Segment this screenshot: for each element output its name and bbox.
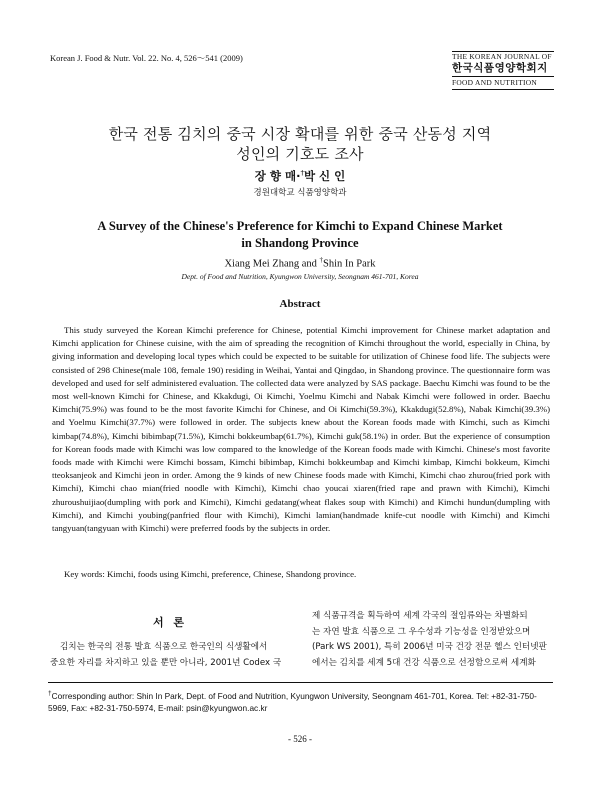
section-heading-introduction: 서 론 xyxy=(152,616,188,629)
footnote-text: Corresponding author: Shin In Park, Dept. of Food and Nutrition, Kyungwon University, Seongnam 461-701, Korea. Tel: +82-31-750-5969, Fax: +82-31-750-5974, E-mail: psin@kyungwon.ac.kr xyxy=(48,690,537,714)
logo-bottom-rule xyxy=(452,89,554,90)
authors-korean xyxy=(40,168,560,184)
title-korean-line1: 한국 전통 김치의 중국 시장 확대를 위한 중국 산동성 지역 xyxy=(108,125,492,143)
author-en-2: Shin In Park xyxy=(323,258,376,270)
affiliation-english: Dept. of Food and Nutrition, Kyungwon University, Seongnam 461-701, Korea xyxy=(181,272,419,281)
corresponding-author-footnote xyxy=(48,688,553,715)
intro-right-line2: 는 자연 발효 식품으로 그 우수성과 기능성을 인정받았으며 xyxy=(312,626,531,637)
authors-english xyxy=(40,256,560,270)
title-english xyxy=(40,218,560,252)
intro-column-left xyxy=(50,640,330,671)
journal-citation: Korean J. Food & Nutr. Vol. 22. No. 4, 526～541 (2009) xyxy=(50,53,243,63)
keywords: Key words: Kimchi, foods using Kimchi, preference, Chinese, Shandong province. xyxy=(64,569,357,579)
author-en-1: Xiang Mei Zhang and xyxy=(224,258,317,270)
journal-logo xyxy=(452,50,554,90)
intro-left-line1: 김치는 한국의 전통 발효 식품으로 한국인의 식생활에서 xyxy=(60,642,268,652)
journal-name-ko: 한국식품영양학회지 xyxy=(452,62,548,74)
author-separator: · xyxy=(296,169,301,183)
abstract-text: This study surveyed the Korean Kimchi preference for Chinese, potential Kimchi improvement for Chinese market adaptation and Kimchi application for Chinese cuisine, with the aim of spreading the recognition of Kimchi throughout the world, especially in China, by giving information and developing local types which could be expected to be suitable for utilization of Chinese food life. The subjects were consisted of 298 Chinese(male 108, female 190) residing in Weihai, Yantai and Qingdao, in Shandong province. The questionnaire form was developed and used for self administered evaluation. The collected data were analyzed by SAS package. Baechu Kimchi was found to be the most well-known Kimchi for Chinese, and Kkakdugi, Oi Kimchi, Yoelmu Kimchi and Nabak Kimchi were followed in order. Baechu Kimchi(75.9%) was found to be the most favorite Kimchi for Chinese, and Oi Kimchi(59.3%), Kkakdugi(52.8%), Nabak Kimchi(39.3%) and Yoelmu Kimchi(37.7%) were followed in order. The subjects knew about the Korean foods made with Kimchi, such as Kimchi kimbap(74.8%), Kimchi bibimbap(71.5%), Kimchi bokkeumbap(61.7%), Kimchi guk(58.1%) in order. But the experience of consumption for Korean foods made with Kimchi was low compared to the knowledge of the Korean foods made with Kimchi. Chinese's most favorite foods made with Kimchi were Kimchi bossam, Kimchi bibimbap, Kimchi bokkeumbap and Kimchi kimbap, Kimchi bokkeum, Kimchi tteoksanjeok and Kimchi jeon in order. Among the 9 kinds of new Chinese foods made with Kimchi, Kimchi chao zhurou(fried pork with Kimchi), Kimchi chao mian(fried noodle with Kimchi), Kimchi chao youcai xiaren(fried rape and prawn with Kimchi), Kimchi zhuroushuijiao(dumpling with pork and Kimchi), Kimchi gedatang(wheat flakes soup with Kimchi) and Kimchi hundun(dumpling with Kimchi), and Kimchi youbing(panfried flour with Kimchi), Kimchi lamian(handmade knife-cut noodle with Kimchi) and Kimchi tangyuan(tangyuan with Kimchi) were preferred foods by the subjects in order. xyxy=(52,325,550,534)
title-english-line1: A Survey of the Chinese's Preference for Kimchi to Expand Chinese Market xyxy=(97,219,503,233)
intro-right-line3: (Park WS 2001), 특히 2006년 미국 건강 전문 헬스 인터넷판 xyxy=(312,642,547,652)
logo-mid-rule xyxy=(452,76,554,77)
author-ko-1: 장 향 매 xyxy=(254,169,297,183)
abstract-body xyxy=(52,324,550,535)
intro-column-right xyxy=(312,609,552,671)
corresponding-mark: † xyxy=(300,169,304,178)
corresponding-mark-en: † xyxy=(319,256,324,264)
journal-name-en-top: THE KOREAN JOURNAL OF xyxy=(452,52,552,61)
intro-right-line4: 에서는 김치를 세계 5대 건강 식품으로 선정함으로써 세계화 xyxy=(312,657,536,668)
intro-left-line2: 중요한 자리를 차지하고 있을 뿐만 아니라, 2001년 Codex 국 xyxy=(50,657,282,668)
page-number: - 526 - xyxy=(288,734,312,744)
title-korean-line2: 성인의 기호도 조사 xyxy=(236,145,364,163)
footnote-mark: † xyxy=(48,690,52,697)
intro-right-line1: 제 식품규격을 획득하여 세계 각국의 절임류와는 차별화되 xyxy=(312,611,528,621)
title-english-line2: in Shandong Province xyxy=(241,236,359,250)
title-korean xyxy=(40,124,560,164)
author-ko-2: 박 신 인 xyxy=(303,169,346,183)
journal-name-en-bottom: FOOD AND NUTRITION xyxy=(452,78,538,87)
affiliation-korean: 경원대학교 식품영양학과 xyxy=(253,188,347,198)
abstract-heading: Abstract xyxy=(279,298,321,310)
footnote-divider xyxy=(48,682,553,683)
